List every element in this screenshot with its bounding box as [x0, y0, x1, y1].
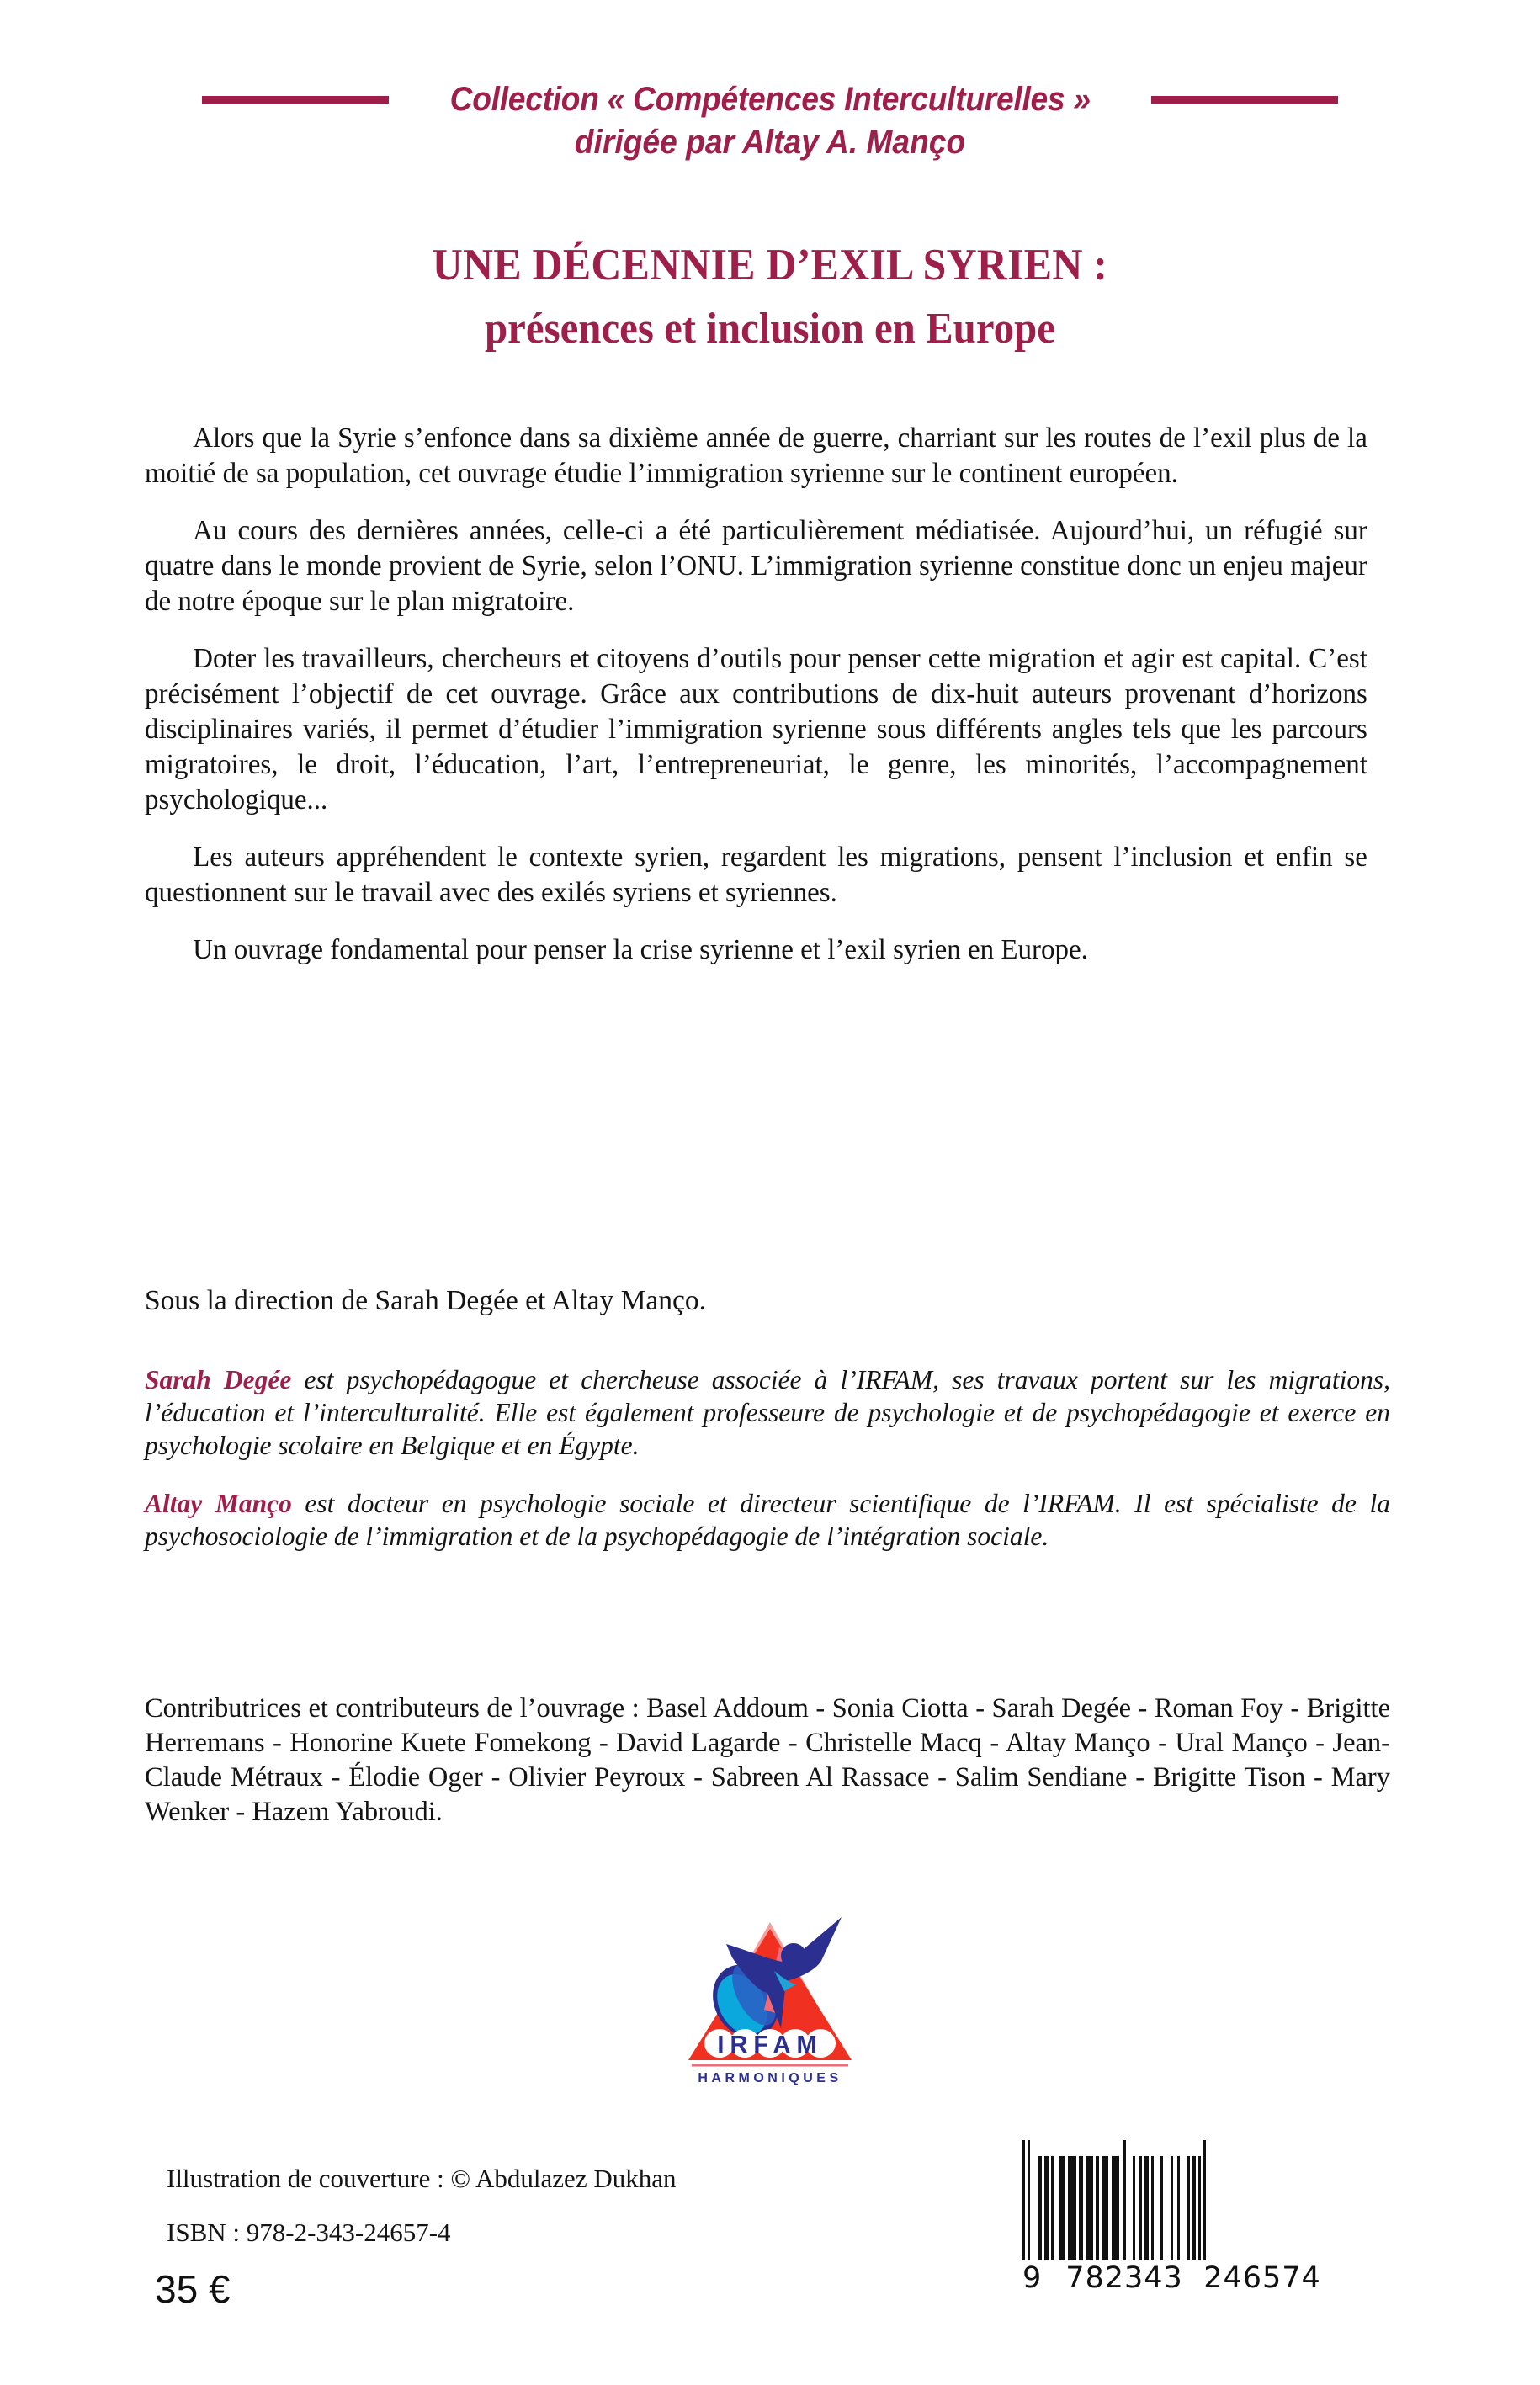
author-bio-text-sarah-degee: est psychopédagogue et chercheuse associée à l’IRFAM, ses travaux portent sur les migrations, l’éducation et l’interculturalité. Elle est également professeure de psychologie et de psychopédagogie et exerce en psychologie scolaire en Belgique et en Égypte.	[145, 1365, 1390, 1460]
price-text: 35 €	[155, 2267, 231, 2311]
book-title-main: UNE DÉCENNIE D’EXIL SYRIEN :	[432, 241, 1108, 289]
barcode-space	[1180, 2156, 1187, 2260]
blurb-paragraph-5: Un ouvrage fondamental pour penser la crise syrienne et l’exil syrien en Europe.	[193, 934, 1088, 965]
barcode-space	[1126, 2140, 1133, 2260]
book-title-block	[0, 242, 1540, 352]
logo-tagline: HARMONIQUES	[698, 2071, 842, 2085]
barcode-space	[1030, 2156, 1038, 2260]
isbn-text: ISBN : 978-2-343-24657-4	[167, 2218, 451, 2247]
contributors-list: Contributrices et contributeurs de l’ouvrage : Basel Addoum - Sonia Ciotta - Sarah Degée - Roman Foy - Brigitte Herremans - Honorine Kuete Fomekong - David Lagarde - Christelle Macq - Altay Manço - Ural Manço - Jean-Claude Métraux - Élodie Oger - Olivier Peyroux - Sabreen Al Rassace - Salim Sendiane - Brigitte Tison - Mary Wenker - Hazem Yabroudi.	[145, 1693, 1390, 1827]
author-name-altay-manco: Altay Manço	[145, 1489, 292, 1518]
author-bio-text-altay-manco: est docteur en psychologie sociale et directeur scientifique de l’IRFAM. Il est spécialiste de la psychosociologie de l’immigration et de la psychopédagogie de l’intégration sociale.	[145, 1489, 1390, 1551]
collection-director: dirigée par Altay A. Manço	[574, 124, 966, 161]
collection-title-row	[0, 81, 1540, 119]
blurb-paragraph-1: Alors que la Syrie s’enfonce dans sa dixième année de guerre, charriant sur les routes de l’exil plus de la moitié de sa population, cet ouvrage étudie l’immigration syrienne sur le continent européen.	[145, 422, 1367, 489]
logo-wordmark: IRFAM	[717, 2032, 823, 2058]
logo-bird-head	[781, 1943, 806, 1968]
barcode-bars	[1022, 2140, 1346, 2260]
irfam-logo	[673, 1900, 867, 2096]
publisher-logo-wrap	[0, 1900, 1540, 2096]
author-bio-altay-manco	[145, 1487, 1390, 1553]
barcode-bar	[1068, 2156, 1076, 2260]
irfam-logo-svg	[673, 1900, 867, 2096]
cover-illustration-credit: Illustration de couverture : © Abdulazez Dukhan	[167, 2164, 677, 2193]
blurb-paragraph-4: Les auteurs appréhendent le contexte syrien, regardent les migrations, pensent l’inclusion et enfin se questionnent sur le travail avec des exilés syriens et syriennes.	[145, 842, 1367, 908]
blurb-paragraph-2: Au cours des dernières années, celle-ci a été particulièrement médiatisée. Aujourd’hui, un réfugié sur quatre dans le monde provient de Syrie, selon l’ONU. L’immigration syrienne constitue donc un enjeu majeur de notre époque sur le plan migratoire.	[145, 515, 1367, 617]
barcode-space	[1163, 2156, 1171, 2260]
author-name-sarah-degee: Sarah Degée	[145, 1365, 292, 1394]
collection-header	[0, 81, 1540, 162]
editors-line: Sous la direction de Sarah Degée et Altay Manço.	[145, 1285, 707, 1316]
book-title-subtitle: présences et inclusion en Europe	[484, 304, 1056, 353]
barcode-digits	[1022, 2261, 1346, 2295]
barcode-bar	[1112, 2156, 1119, 2260]
barcode-digit-prefix: 9	[1022, 2261, 1043, 2295]
author-bios	[145, 1363, 1390, 1578]
barcode-bar	[1086, 2156, 1093, 2260]
barcode-space	[1154, 2156, 1160, 2260]
barcode-bar	[1059, 2156, 1065, 2260]
footer-info	[155, 2163, 924, 2311]
decorative-rule-left	[202, 96, 389, 104]
blurb-paragraph-3: Doter les travailleurs, chercheurs et citoyens d’outils pour penser cette migration et agir est capital. C’est précisément l’objectif de cet ouvrage. Grâce aux contributions de dix-huit auteurs provenant d’horizons disciplinaires variés, il permet d’étudier l’immigration syrienne sous différents angles tels que les parcours migratoires, le droit, l’éducation, l’art, l’entrepreneuriat, le genre, les minorités, l’accompagnement psychologique...	[145, 643, 1367, 815]
collection-name: Collection « Compétences Interculturelles »	[449, 81, 1091, 118]
isbn-barcode	[1022, 2140, 1346, 2295]
blurb-body	[145, 421, 1386, 968]
barcode-space	[1206, 2140, 1208, 2260]
barcode-digit-group-2: 246574	[1203, 2261, 1321, 2295]
decorative-rule-right	[1151, 96, 1338, 104]
barcode-bar	[1102, 2156, 1108, 2260]
barcode-digit-group-1: 782343	[1065, 2261, 1183, 2295]
author-bio-sarah-degee	[145, 1363, 1390, 1462]
